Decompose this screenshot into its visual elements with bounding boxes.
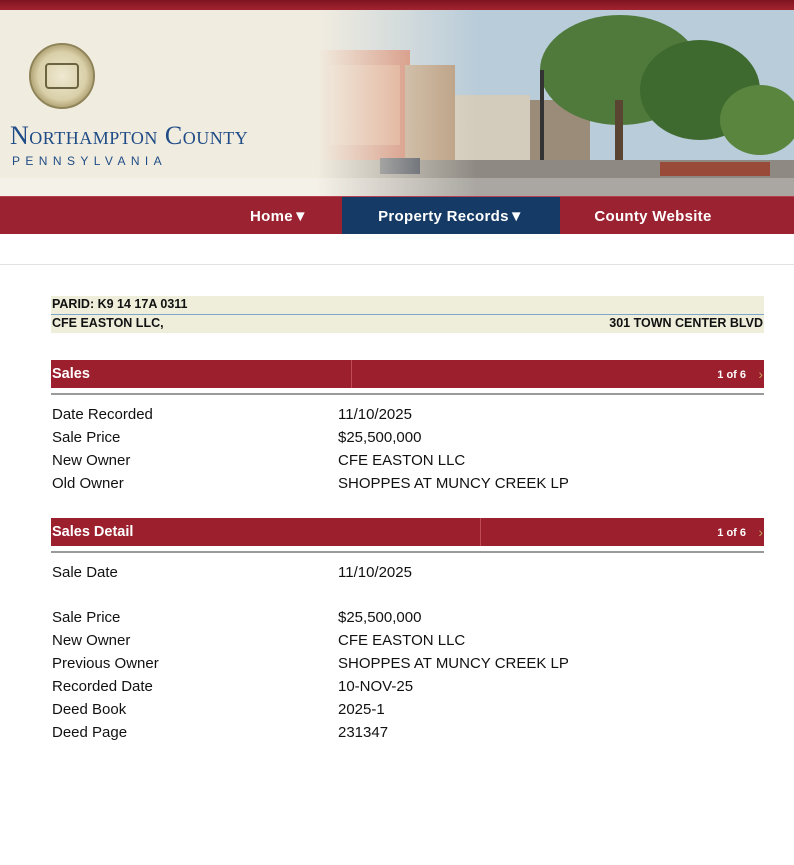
- parcel-id: PARID: K9 14 17A 0311: [52, 297, 188, 311]
- sales-detail-section-rule: [51, 551, 764, 553]
- detail-value-new-owner: CFE EASTON LLC: [338, 632, 466, 649]
- parcel-header: [51, 296, 764, 333]
- sales-label-old-owner: Old Owner: [52, 475, 124, 492]
- sales-value-date-recorded: 11/10/2025: [338, 406, 412, 423]
- detail-value-previous-owner: SHOPPES AT MUNCY CREEK LP: [338, 655, 569, 672]
- sales-section-header: [51, 360, 764, 388]
- main-nav: [0, 196, 794, 234]
- chevron-right-icon[interactable]: ›: [758, 524, 763, 540]
- detail-value-deed-book: 2025-1: [338, 701, 385, 718]
- sales-detail-pager: 1 of 6: [717, 527, 746, 539]
- sales-label-date-recorded: Date Recorded: [52, 406, 153, 423]
- detail-label-sale-price: Sale Price: [52, 609, 121, 626]
- seal-emblem: [45, 63, 79, 89]
- detail-label-sale-date: Sale Date: [52, 564, 118, 581]
- state-title: PENNSYLVANIA: [12, 154, 168, 168]
- detail-label-new-owner: New Owner: [52, 632, 131, 649]
- detail-label-deed-book: Deed Book: [52, 701, 127, 718]
- nav-property-records[interactable]: Property Records▼: [342, 197, 560, 234]
- sales-pager: 1 of 6: [717, 369, 746, 381]
- detail-label-recorded-date: Recorded Date: [52, 678, 153, 695]
- sales-detail-section-header: [51, 518, 764, 546]
- sales-value-new-owner: CFE EASTON LLC: [338, 452, 466, 469]
- detail-value-recorded-date: 10-NOV-25: [338, 678, 414, 695]
- county-seal-icon: [29, 43, 95, 109]
- detail-label-deed-page: Deed Page: [52, 724, 128, 741]
- sales-section-title: Sales: [52, 366, 90, 382]
- sales-value-sale-price: $25,500,000: [338, 429, 422, 446]
- section-divider: [351, 360, 352, 388]
- top-strip: [0, 0, 794, 10]
- sales-section-rule: [51, 393, 764, 395]
- parcel-address: 301 TOWN CENTER BLVD: [609, 316, 763, 330]
- detail-value-sale-price: $25,500,000: [338, 609, 422, 626]
- chevron-right-icon[interactable]: ›: [758, 366, 763, 382]
- sales-label-new-owner: New Owner: [52, 452, 131, 469]
- parcel-owner: CFE EASTON LLC,: [52, 316, 164, 330]
- parcel-divider: [51, 314, 764, 315]
- detail-label-previous-owner: Previous Owner: [52, 655, 159, 672]
- nav-county-website[interactable]: County Website: [594, 208, 712, 225]
- nav-home[interactable]: Home▼: [249, 208, 309, 225]
- street-scene-image: [0, 10, 794, 196]
- nav-divider: [0, 264, 794, 265]
- sales-detail-section-title: Sales Detail: [52, 524, 134, 540]
- header-banner: [0, 10, 794, 196]
- sales-value-old-owner: SHOPPES AT MUNCY CREEK LP: [338, 475, 569, 492]
- sales-label-sale-price: Sale Price: [52, 429, 121, 446]
- section-divider: [480, 518, 481, 546]
- detail-value-sale-date: 11/10/2025: [338, 564, 412, 581]
- detail-value-deed-page: 231347: [338, 724, 389, 741]
- county-title: Northampton County: [10, 121, 249, 150]
